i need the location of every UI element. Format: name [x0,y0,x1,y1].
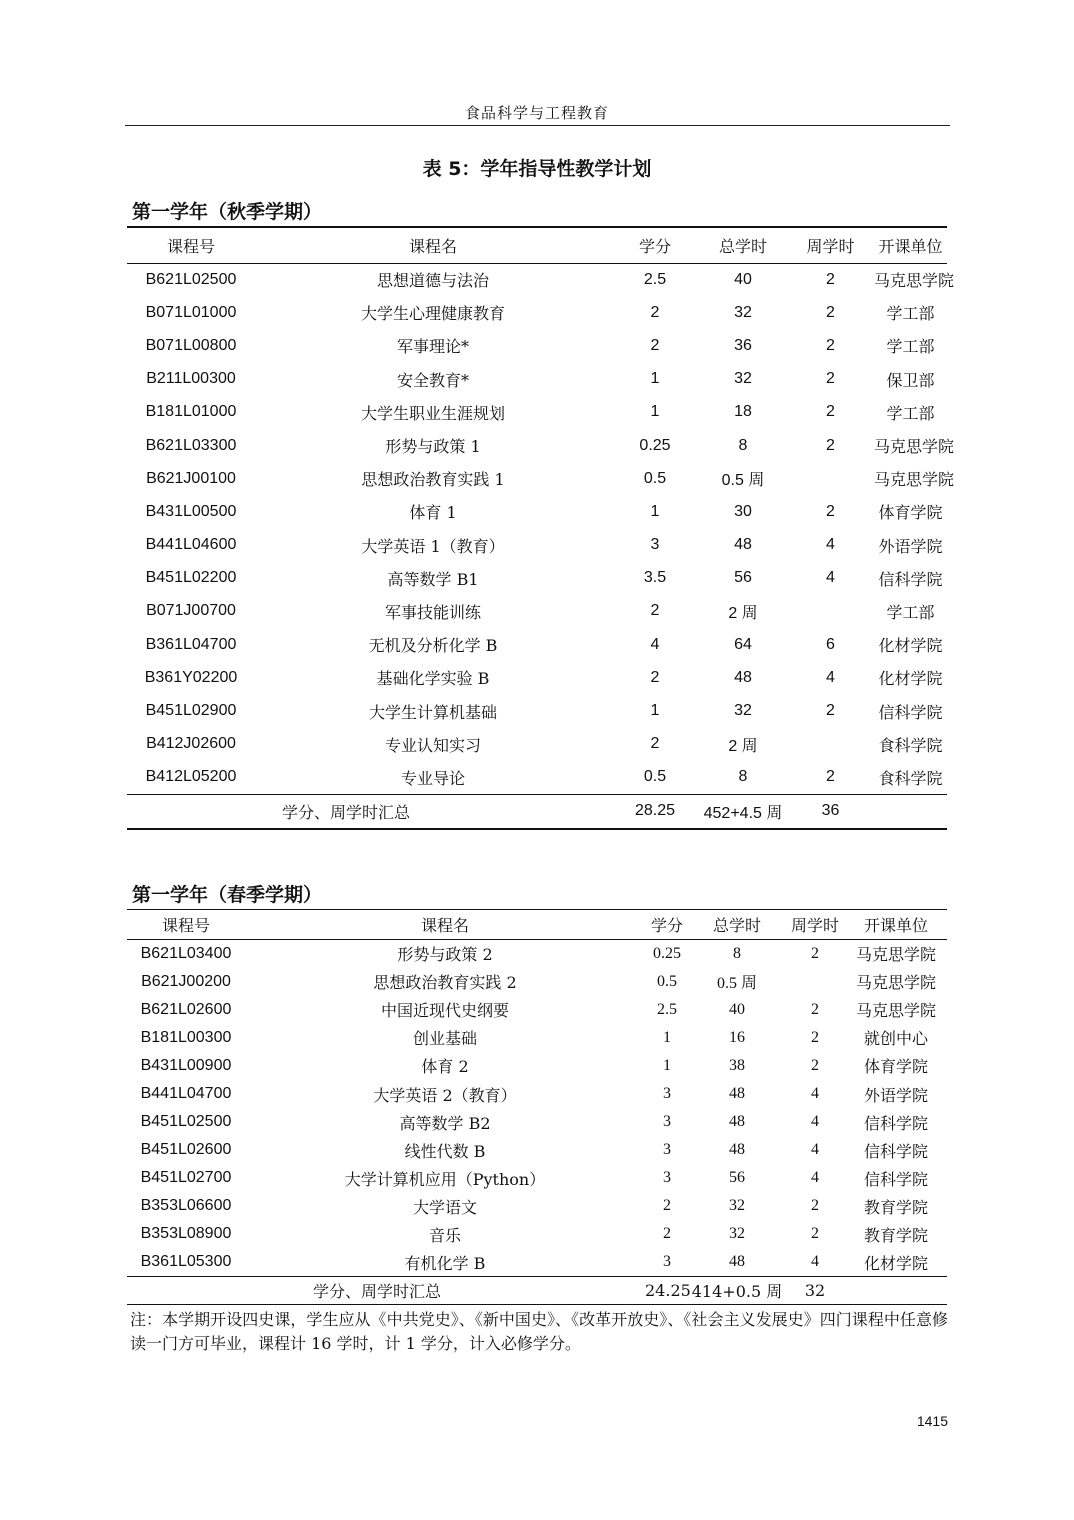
credits: 2.5 [657,1000,677,1018]
course-code: B451L02500 [140,1113,232,1131]
course-code: B451L02200 [145,569,237,587]
table-row [127,396,947,429]
weekly-hours: 4 [811,1113,819,1131]
weekly-hours: 4 [811,1253,819,1271]
weekly-hours: 2 [826,303,835,321]
department: 信科学院 [878,569,943,589]
department: 学工部 [886,337,935,357]
department: 教育学院 [863,1225,928,1245]
course-name: 安全教育* [396,370,469,390]
course-code: B361L04700 [145,635,237,653]
credits: 2 [650,602,660,620]
weekly-hours [787,728,874,761]
department: 就创中心 [863,1029,928,1049]
col-header-credits: 学分 [645,910,689,940]
course-name: 体育 2 [421,1057,469,1077]
weekly-hours: 2 [826,370,835,388]
table-row [127,661,947,694]
table-row [127,1024,947,1052]
course-code: B361Y02200 [144,668,238,686]
credits: 1 [663,1028,671,1046]
course-name: 专业导论 [400,768,465,788]
footnote: 注：本学期开设四史课，学生应从《中共党史》、《新中国史》、《改革开放史》、《社会主义发展史》四门课程中任意修读一门方可毕业，课程计 16 学时，计 1 学分，计入必修学分。 [130,1310,948,1353]
total-hours: 48 [729,1085,745,1103]
table-row [127,296,947,329]
weekly-hours: 4 [811,1085,819,1103]
credits: 2 [663,1197,671,1215]
course-name: 大学生计算机基础 [368,702,497,722]
journal-header: 食品科学与工程教育 [464,104,609,122]
course-name: 思想政治教育实践 2 [373,973,517,993]
total-hours: 48 [729,1113,745,1131]
weekly-hours: 6 [826,635,835,653]
department: 马克思学院 [855,945,936,965]
course-name: 军事技能训练 [384,602,481,622]
course-name: 军事理论* [396,337,469,357]
credits: 2 [650,668,660,686]
col-header-weekly-hours: 周学时 [785,910,845,940]
course-code: B353L08900 [140,1225,232,1243]
course-code: B071L01000 [145,303,237,321]
credits: 0.25 [639,436,671,454]
course-name: 高等数学 B2 [399,1113,491,1133]
department: 信科学院 [863,1169,928,1189]
course-name: 专业认知实习 [384,735,481,755]
course-name: 形势与政策 1 [385,437,481,457]
course-code: B412J02600 [146,735,236,753]
weekly-hours: 4 [826,668,835,686]
weekly-hours: 2 [826,768,835,786]
total-hours: 8 [738,436,748,454]
course-name: 思想政治教育实践 1 [361,470,505,490]
weekly-hours: 4 [826,536,835,554]
department: 体育学院 [878,503,943,523]
course-code: B441L04700 [140,1085,232,1103]
credits: 3 [650,536,660,554]
credits: 3 [663,1169,671,1187]
summary-credits: 24.25 [645,1277,689,1305]
table-row [127,1080,947,1108]
course-code: B211L00300 [146,370,236,388]
weekly-hours: 2 [826,336,835,354]
course-code: B451L02600 [140,1141,232,1159]
summary-label: 学分、周学时汇总 [127,794,611,829]
header-divider [125,125,950,126]
total-hours: 40 [734,270,752,288]
credits: 2 [650,735,660,753]
total-hours: 64 [734,635,752,653]
department: 信科学院 [878,702,943,722]
department: 学工部 [886,304,935,324]
department: 外语学院 [878,536,943,556]
department: 马克思学院 [874,470,955,490]
course-code: B451L02900 [145,702,237,720]
autumn-section-title: 第一学年（秋季学期） [132,201,323,223]
credits: 1 [650,702,660,720]
credits: 3 [663,1141,671,1159]
department: 体育学院 [863,1057,928,1077]
col-header-total-hours: 总学时 [699,227,787,263]
course-code: B451L02700 [140,1169,232,1187]
table-header-row [127,910,947,940]
weekly-hours [787,595,874,628]
table-row [127,996,947,1024]
col-header-code: 课程号 [127,910,245,940]
department: 学工部 [886,403,935,423]
weekly-hours: 2 [826,270,835,288]
table-row [127,694,947,727]
summary-total-hours: 414+0.5 周 [689,1277,785,1305]
weekly-hours: 4 [811,1141,819,1159]
summary-row [127,794,947,829]
weekly-hours: 2 [811,1056,819,1074]
course-name: 大学语文 [412,1197,477,1217]
table-row [127,529,947,562]
course-name: 中国近现代史纲要 [380,1001,509,1021]
total-hours: 18 [734,403,752,421]
course-code: B621L02600 [140,1000,232,1018]
credits: 2 [650,336,660,354]
course-code: B621J00200 [141,972,231,990]
credits: 1 [650,502,660,520]
department: 食科学院 [878,768,943,788]
department: 信科学院 [863,1113,928,1133]
summary-empty [874,794,947,829]
table-row [127,728,947,761]
total-hours: 32 [734,303,752,321]
col-header-weekly-hours: 周学时 [787,227,874,263]
department: 教育学院 [863,1197,928,1217]
table-row [127,1249,947,1277]
total-hours: 40 [729,1000,745,1018]
department: 马克思学院 [855,1001,936,1021]
department: 马克思学院 [874,437,955,457]
spring-section-title: 第一学年（春季学期） [132,884,323,906]
table-row [127,462,947,495]
total-hours: 56 [729,1169,745,1187]
credits: 3 [663,1113,671,1131]
table-row [127,761,947,794]
table-row [127,429,947,462]
summary-total-hours: 452+4.5 周 [699,794,787,829]
course-code: B621L02500 [145,270,237,288]
department: 信科学院 [863,1141,928,1161]
total-hours: 32 [734,370,752,388]
course-name: 思想道德与法治 [376,271,489,291]
credits: 3 [663,1085,671,1103]
course-code: B412L05200 [145,768,237,786]
spring-course-table [127,909,947,1305]
weekly-hours: 4 [826,569,835,587]
total-hours: 0.5 周 [721,472,765,490]
col-header-name: 课程名 [255,227,611,263]
total-hours: 38 [729,1056,745,1074]
course-name: 无机及分析化学 B [368,636,498,656]
weekly-hours: 2 [811,1000,819,1018]
credits: 2 [663,1225,671,1243]
department: 化材学院 [878,636,943,656]
col-header-credits: 学分 [611,227,699,263]
credits: 2.5 [643,270,667,288]
weekly-hours [787,462,874,495]
total-hours: 8 [733,944,741,962]
table-row [127,1220,947,1248]
course-code: B441L04600 [145,536,237,554]
table-row [127,329,947,362]
total-hours: 48 [734,668,752,686]
credits: 3.5 [643,569,667,587]
credits: 2 [650,303,660,321]
course-name: 高等数学 B1 [387,569,479,589]
course-code: B071J00700 [146,602,236,620]
col-header-department: 开课单位 [845,910,947,940]
summary-weekly-hours: 36 [787,794,874,829]
weekly-hours: 2 [811,1028,819,1046]
total-hours: 2 周 [728,737,758,755]
course-code: B181L00300 [140,1028,232,1046]
table-row [127,1164,947,1192]
col-header-total-hours: 总学时 [689,910,785,940]
department: 学工部 [886,602,935,622]
course-code: B361L05300 [140,1253,232,1271]
weekly-hours: 2 [811,1225,819,1243]
total-hours: 56 [734,569,752,587]
table-row [127,1136,947,1164]
course-name: 创业基础 [412,1029,477,1049]
total-hours: 32 [729,1225,745,1243]
course-code: B353L06600 [140,1197,232,1215]
credits: 1 [663,1056,671,1074]
weekly-hours: 2 [826,403,835,421]
credits: 4 [650,635,660,653]
autumn-course-table [127,226,955,830]
table-row [127,363,947,396]
weekly-hours [785,968,845,996]
summary-empty [845,1277,947,1305]
course-code: B621L03300 [145,436,237,454]
weekly-hours: 2 [826,436,835,454]
table-row [127,595,947,628]
department: 化材学院 [878,669,943,689]
total-hours: 30 [734,502,752,520]
weekly-hours: 2 [811,944,819,962]
table-row [127,1108,947,1136]
total-hours: 48 [729,1253,745,1271]
course-name: 大学英语 2（教育） [373,1085,517,1105]
credits: 0.5 [643,469,667,487]
weekly-hours: 2 [826,502,835,520]
department: 食科学院 [878,735,943,755]
department: 马克思学院 [855,973,936,993]
course-code: B071L00800 [145,336,237,354]
summary-row [127,1277,947,1305]
course-name: 线性代数 B [404,1141,486,1161]
course-code: B431L00900 [140,1056,232,1074]
course-name: 有机化学 B [404,1253,486,1273]
table-row [127,940,947,968]
course-name: 基础化学实验 B [376,669,490,689]
table-row [127,495,947,528]
table-row [127,562,947,595]
course-code: B431L00500 [145,502,237,520]
col-header-department: 开课单位 [874,227,947,263]
weekly-hours: 4 [811,1169,819,1187]
credits: 1 [650,370,660,388]
col-header-code: 课程号 [127,227,255,263]
total-hours: 48 [729,1141,745,1159]
total-hours: 16 [729,1028,745,1046]
credits: 0.25 [653,944,681,962]
credits: 3 [663,1253,671,1271]
table-row [127,1192,947,1220]
department: 保卫部 [886,370,935,390]
weekly-hours: 2 [811,1197,819,1215]
total-hours: 8 [738,768,748,786]
total-hours: 2 周 [728,604,758,622]
course-name: 形势与政策 2 [397,945,493,965]
total-hours: 32 [729,1197,745,1215]
course-name: 体育 1 [409,503,457,523]
credits: 1 [650,403,660,421]
total-hours: 32 [734,702,752,720]
table-header-row [127,227,947,263]
course-name: 大学英语 1（教育） [361,536,505,556]
department: 马克思学院 [874,271,955,291]
course-code: B621J00100 [146,469,236,487]
course-name: 音乐 [428,1225,461,1245]
table-row [127,1052,947,1080]
table-row [127,968,947,996]
total-hours: 48 [734,536,752,554]
summary-label: 学分、周学时汇总 [127,1277,645,1305]
total-hours: 0.5 周 [716,975,757,993]
summary-weekly-hours: 32 [785,1277,845,1305]
page-number: 1415 [916,1413,948,1429]
course-name: 大学生心理健康教育 [360,304,505,324]
table-row [127,263,947,296]
table-title: 表 5：学年指导性教学计划 [422,158,652,180]
summary-credits: 28.25 [611,794,699,829]
credits: 0.5 [643,768,667,786]
course-code: B181L01000 [145,403,237,421]
total-hours: 36 [734,336,752,354]
department: 外语学院 [863,1085,928,1105]
course-name: 大学生职业生涯规划 [360,403,505,423]
col-header-name: 课程名 [245,910,645,940]
course-name: 大学计算机应用（Python） [344,1169,546,1189]
credits: 0.5 [657,972,677,990]
department: 化材学院 [863,1253,928,1273]
table-row [127,628,947,661]
weekly-hours: 2 [826,702,835,720]
course-code: B621L03400 [140,944,232,962]
